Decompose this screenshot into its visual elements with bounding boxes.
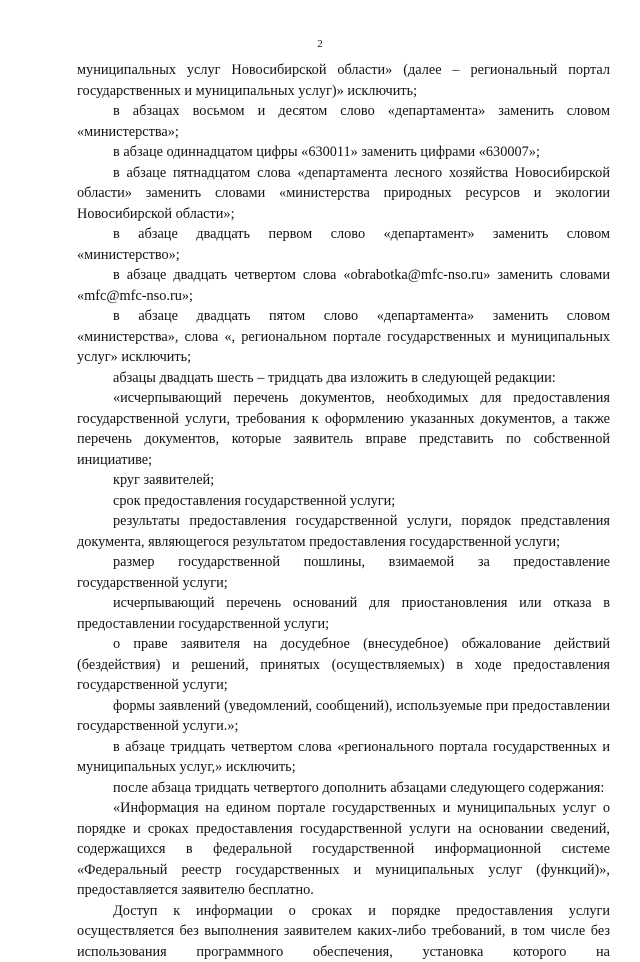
paragraph-item-34: в абзаце тридцать четвертом слова «регионального портала государственных и муниципальных услуг,» исключить; xyxy=(77,737,610,778)
paragraph-item-26-32: абзацы двадцать шесть – тридцать два изложить в следующей редакции: xyxy=(77,368,610,389)
paragraph-item-21: в абзаце двадцать первом слово «департамент» заменить словом «министерство»; xyxy=(77,224,610,265)
paragraph-access: Доступ к информации о сроках и порядке предоставления услуги осуществляется без выполнения заявителем каких-либо требований, в том числе без использования программного обеспечения, установка которого на xyxy=(77,901,610,962)
paragraph-item-25: в абзаце двадцать пятом слово «департамента» заменить словом «министерства», слова «, региональном портале государственных и муниципальных услуг» исключить; xyxy=(77,306,610,368)
paragraph-docs-list: «исчерпывающий перечень документов, необходимых для предоставления государственной услуги, требования к оформлению указанных документов, а также перечень документов, которые заявитель вправе представить по собственной инициативе; xyxy=(77,388,610,470)
paragraph-info-portal: «Информация на едином портале государственных и муниципальных услуг о порядке и сроках предоставления государственной услуги на основании сведений, содержащихся в федеральной государственной информационной системе «Федеральный реестр государственных и муниципальных услуг (функций)», предоставляется заявителю бесплатно. xyxy=(77,798,610,901)
paragraph-item-11: в абзаце одиннадцатом цифры «630011» заменить цифрами «630007»; xyxy=(77,142,610,163)
paragraph-applicants: круг заявителей; xyxy=(77,470,610,491)
paragraph-item-15: в абзаце пятнадцатом слова «департамента лесного хозяйства Новосибирской области» заменить словами «министерства природных ресурсов и экологии Новосибирской области»; xyxy=(77,163,610,225)
paragraph-grounds: исчерпывающий перечень оснований для приостановления или отказа в предоставлении государственной услуги; xyxy=(77,593,610,634)
paragraph-continuation: муниципальных услуг Новосибирской области» (далее – региональный портал государственных и муниципальных услуг)» исключить; xyxy=(77,60,610,101)
paragraph-item-24: в абзаце двадцать четвертом слова «obrabotka@mfc-nso.ru» заменить словами «mfc@mfc-nso.ru»; xyxy=(77,265,610,306)
paragraph-forms: формы заявлений (уведомлений, сообщений), используемые при предоставлении государственной услуги.»; xyxy=(77,696,610,737)
paragraph-term: срок предоставления государственной услуги; xyxy=(77,491,610,512)
paragraph-after-34: после абзаца тридцать четвертого дополнить абзацами следующего содержания: xyxy=(77,778,610,799)
paragraph-fee: размер государственной пошлины, взимаемой за предоставление государственной услуги; xyxy=(77,552,610,593)
paragraph-item-8-10: в абзацах восьмом и десятом слово «департамента» заменить словом «министерства»; xyxy=(77,101,610,142)
document-body xyxy=(77,60,610,962)
paragraph-results: результаты предоставления государственной услуги, порядок представления документа, являющегося результатом предоставления государственной услуги; xyxy=(77,511,610,552)
paragraph-appeal: о праве заявителя на досудебное (внесудебное) обжалование действий (бездействия) и решений, принятых (осуществляемых) в ходе предоставления государственной услуги; xyxy=(77,634,610,696)
page-number: 2 xyxy=(0,37,640,51)
